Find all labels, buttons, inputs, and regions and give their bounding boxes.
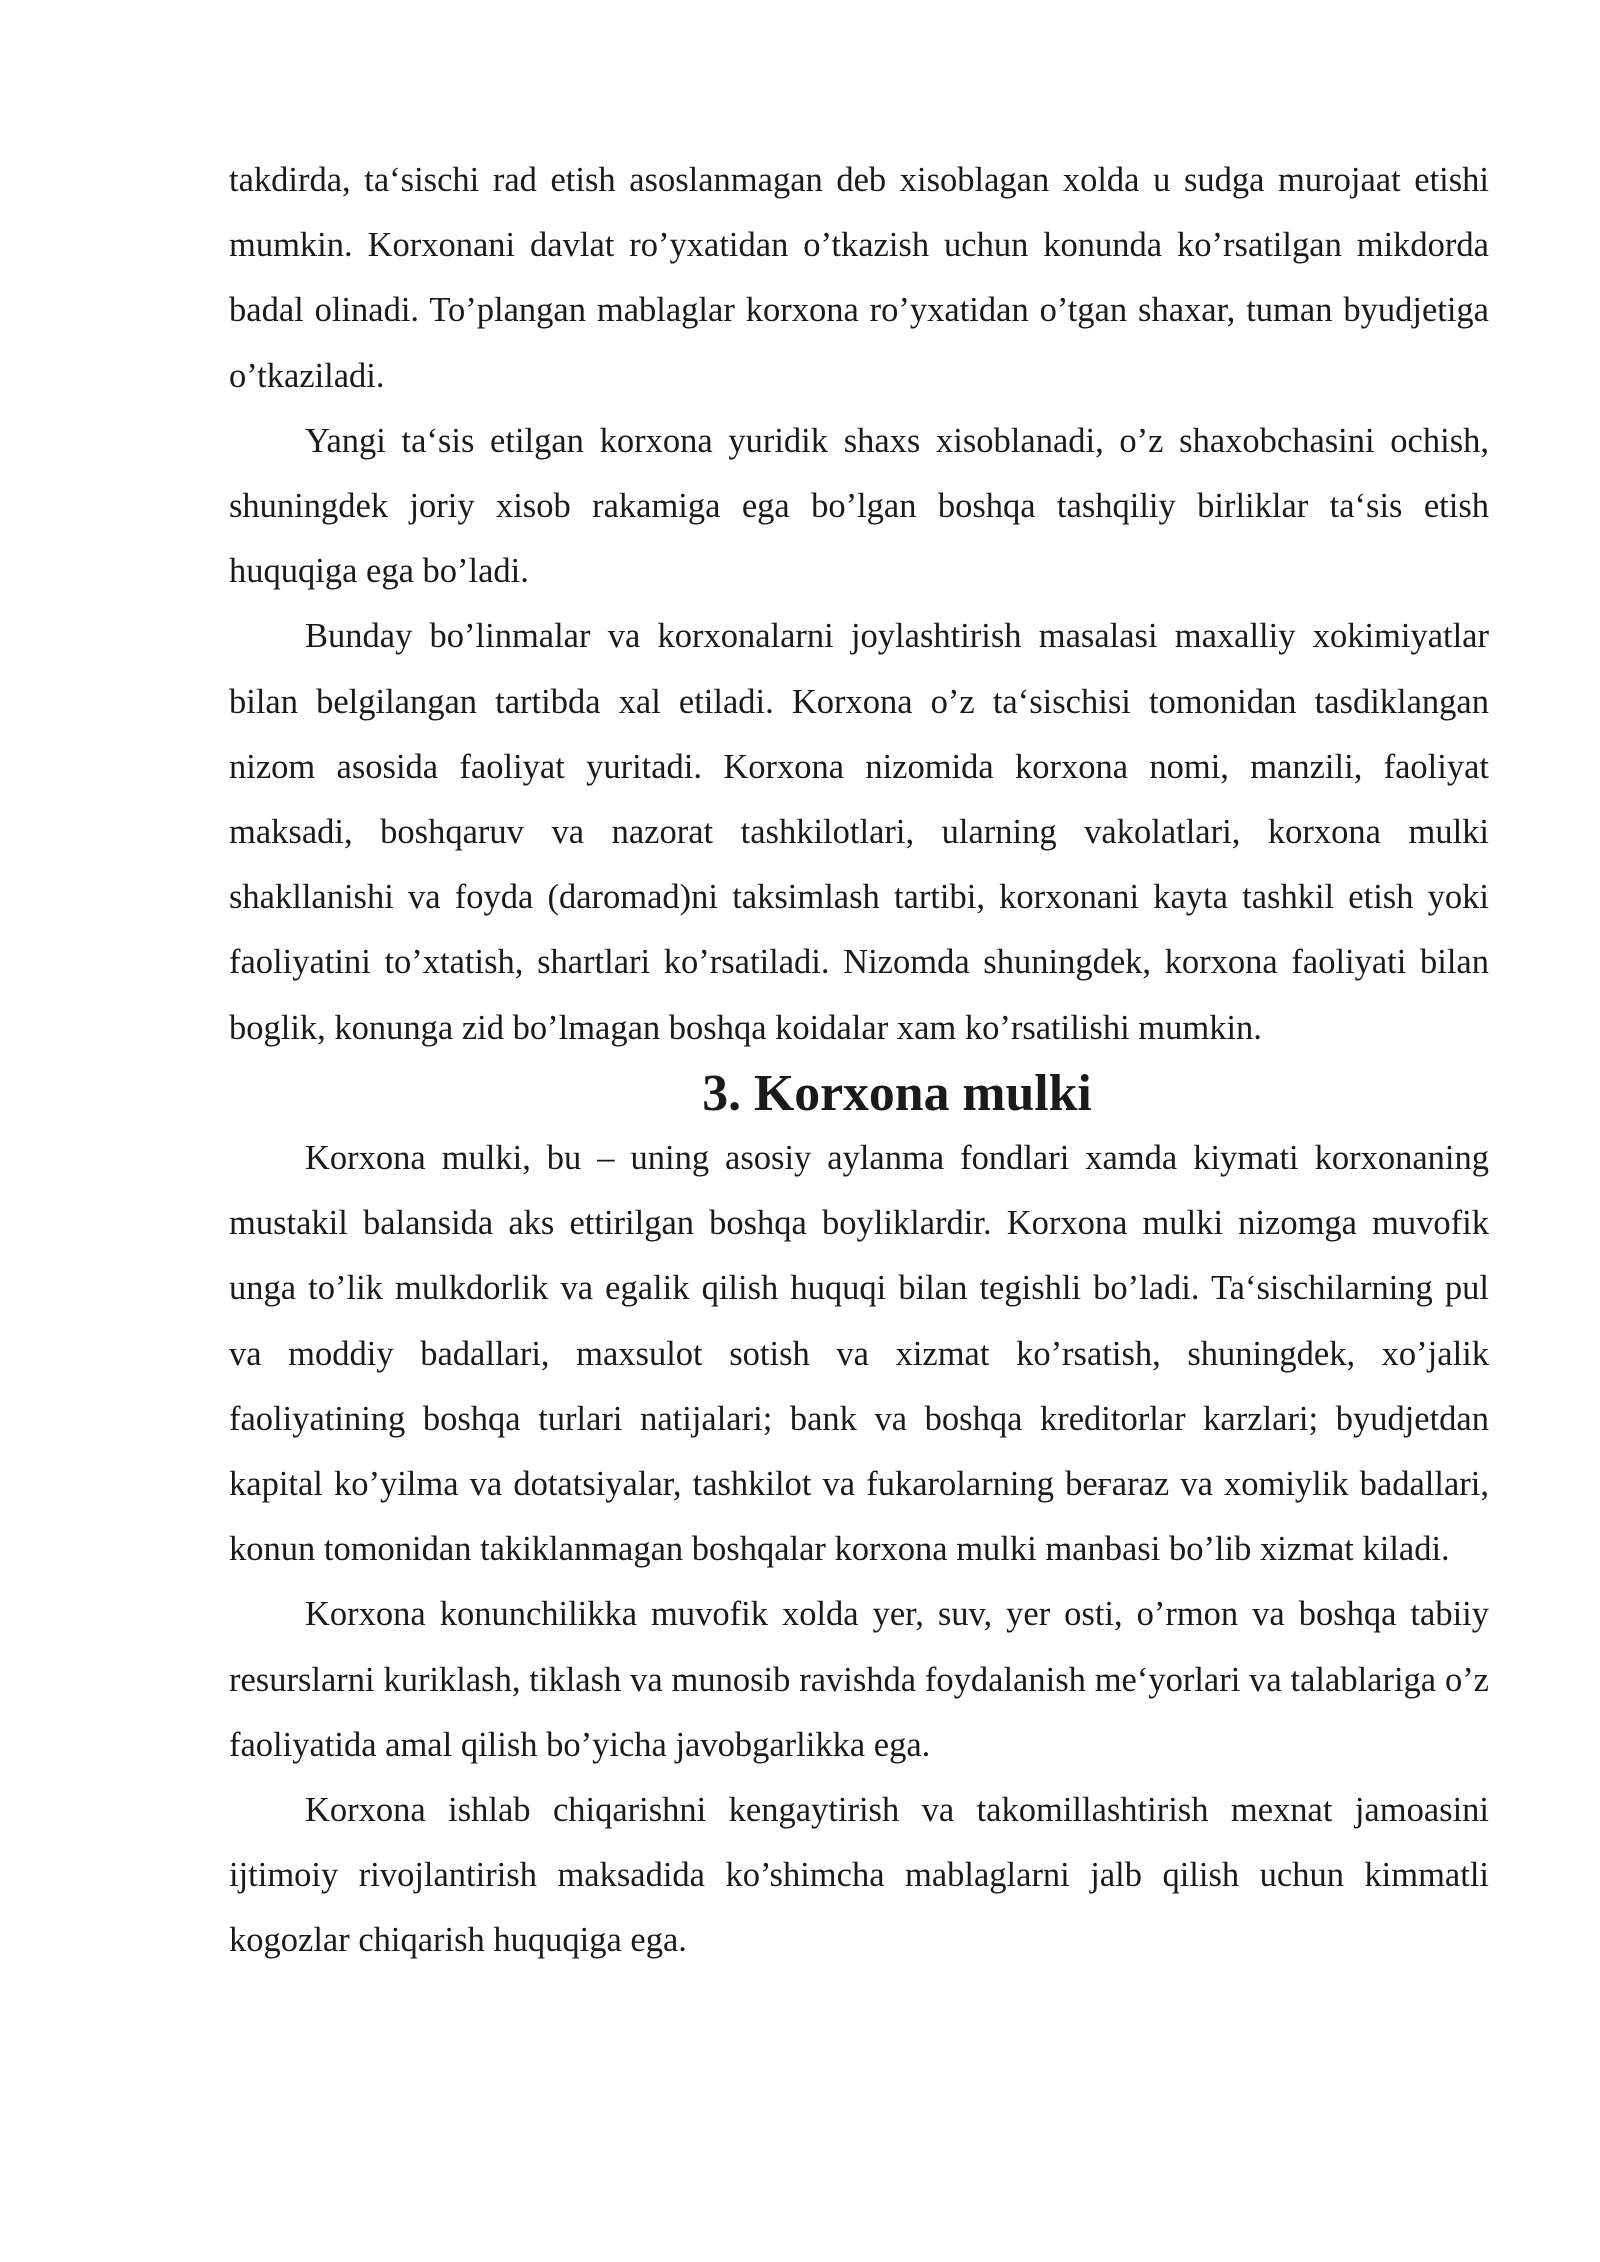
section-heading: 3. Korxona mulki (702, 1064, 1092, 1122)
paragraph-6: Korxona ishlab chiqarishni kengaytirish va takomillashtirish mexnat jamoasini ijtimoiy rivojlantirish maksadida ko’shimcha mablaglarni jalb qilish uchun kimmatli kogozlar chiqarish huquqiga ega. (229, 1791, 1489, 1960)
paragraph-3: Bunday bo’linmalar va korxonalarni joylashtirish masalasi maxalliy xokimiyatlar bilan belgilangan tartibda xal etiladi. Korxona o’z ta‘sischisi tomonidan tasdiklangan nizom asosida faoliyat yuritadi. Korxona nizomida korxona nomi, manzili, faoliyat maksadi, boshqaruv va nazorat tashkilotlari, ularning vakolatlari, korxona mulki shakllanishi va foyda (daromad)ni taksimlash tartibi, korxonani kayta tashkil etish yoki faoliyatini to’xtatish, shartlari ko’rsatiladi. Nizomda shuningdek, korxona faoliyati bilan boglik, konunga zid bo’lmagan boshqa koidalar xam ko’rsatilishi mumkin. (229, 617, 1489, 1047)
paragraph-4: Korxona mulki, bu – uning asosiy aylanma fondlari xamda kiymati korxonaning mustakil balansida aks ettirilgan boshqa boyliklardir. Korxona mulki nizomga muvofik unga to’lik mulkdorlik va egalik qilish huquqi bilan tegishli bo’ladi. Ta‘sischilarning pul va moddiy badallari, maxsulot sotish va xizmat ko’rsatish, shuningdek, xo’jalik faoliyatining boshqa turlari natijalari; bank va boshqa kreditorlar karzlari; byudjetdan kapital ko’yilma va dotatsiyalar, tashkilot va fukarolarning beғaraz va xomiylik badallari, konun tomonidan takiklanmagan boshqalar korxona mulki manbasi bo’lib xizmat kiladi. (229, 1139, 1489, 1569)
paragraph-2: Yangi ta‘sis etilgan korxona yuridik shaxs xisoblanadi, o’z shaxobchasini ochish, shuningdek joriy xisob rakamiga ega bo’lgan boshqa tashqiliy birliklar ta‘sis etish huquqiga ega bo’ladi. (229, 421, 1489, 591)
paragraph-5: Korxona konunchilikka muvofik xolda yer, suv, yer osti, o’rmon va boshqa tabiiy resurslarni kuriklash, tiklash va munosib ravishda foydalanish me‘yorlari va talablariga o’z faoliyatida amal qilish bo’yicha javobgarlikka ega. (229, 1595, 1489, 1764)
document-page (229, 148, 1489, 1974)
paragraph-1: takdirda, ta‘sischi rad etish asoslanmagan deb xisoblagan xolda u sudga murojaat etishi mumkin. Korxonani davlat ro’yxatidan o’tkazish uchun konunda ko’rsatilgan mikdorda badal olinadi. To’plangan mablaglar korxona ro’yxatidan o’tgan shaxar, tuman byudjetiga o’tkaziladi. (229, 161, 1489, 395)
